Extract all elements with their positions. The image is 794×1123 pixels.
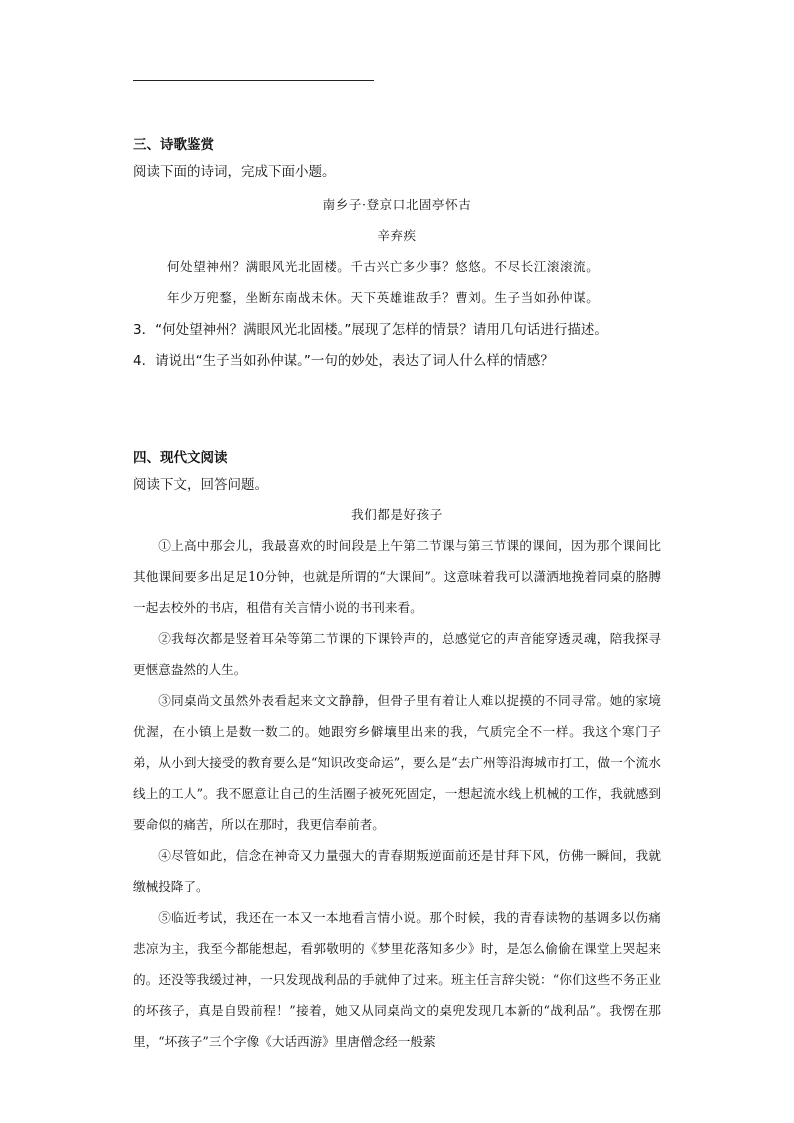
question-4: 4．请说出“生子当如孙仲谋。”一句的妙处，表达了词人什么样的情感？ <box>133 353 554 369</box>
article-title: 我们都是好孩子 <box>351 507 443 522</box>
poem-line: 何处望神州？满眼风光北固楼。千古兴亡多少事？悠悠。不尽长江滚滚流。 <box>167 259 600 274</box>
article-paragraph: ③同桌尚文虽然外表看起来文文静静，但骨子里有着让人难以捉摸的不同寻常。她的家境优渥，在小镇上是数一数二的。她跟穷乡僻壤里出来的我，气质完全不一样。我这个寒门子弟，从小到大接受的教育要么是“知识改变命运”，要么是“去广州等沿海城市打工，做一个流水线上的工人”。我不愿意让自己的生活圈子被死死固定，一想起流水线上机械的工作，我就感到要命似的痛苦，所以在那时，我更信奉前者。 <box>133 693 661 832</box>
poem-author: 辛弃疾 <box>377 228 417 243</box>
section-heading-modern-reading: 四、现代文阅读 <box>133 450 228 466</box>
article-paragraph: ⑤临近考试，我还在一本又一本地看言情小说。那个时候，我的青春读物的基调多以伤痛悲凉为主，我至今都能想起，看郭敬明的《梦里花落知多少》时，是怎么偷偷在课堂上哭起来的。还没等我缓过神，一只发现战利品的手就伸了过来。班主任言辞尖锐：“你们这些不务正业的坏孩子，真是自毁前程！”接着，她又从同桌尚文的桌兜发现几本新的“战利品”。我愣在那里，“坏孩子”三个字像《大话西游》里唐僧念经一般萦 <box>133 910 661 1049</box>
article-paragraph: ①上高中那会儿，我最喜欢的时间段是上午第二节课与第三节课的课间，因为那个课间比其他课间要多出足足10分钟，也就是所谓的“大课间”。这意味着我可以潇洒地挽着同桌的胳膊一起去校外的书店，租借有关言情小说的书刊来看。 <box>133 538 661 615</box>
answer-blank-line <box>133 80 374 81</box>
poem-line: 年少万兜鍪，坐断东南战未休。天下英雄谁敌手？曹刘。生子当如孙仲谋。 <box>167 290 600 305</box>
poem-title: 南乡子·登京口北固亭怀古 <box>322 197 472 212</box>
article-body <box>133 530 661 1057</box>
poetry-instruction: 阅读下面的诗词，完成下面小题。 <box>133 164 336 180</box>
question-3: 3．“何处望神州？满眼风光北固楼。”展现了怎样的情景？请用几句话进行描述。 <box>133 322 608 338</box>
article-paragraph: ④尽管如此，信念在神奇又力量强大的青春期叛逆面前还是甘拜下风，仿佛一瞬间，我就缴械投降了。 <box>133 848 661 894</box>
reading-instruction: 阅读下文，回答问题。 <box>133 477 268 493</box>
article-paragraph: ②我每次都是竖着耳朵等第二节课的下课铃声的，总感觉它的声音能穿透灵魂，陪我探寻更惬意盎然的人生。 <box>133 631 661 677</box>
section-heading-poetry: 三、诗歌鉴赏 <box>133 137 214 153</box>
